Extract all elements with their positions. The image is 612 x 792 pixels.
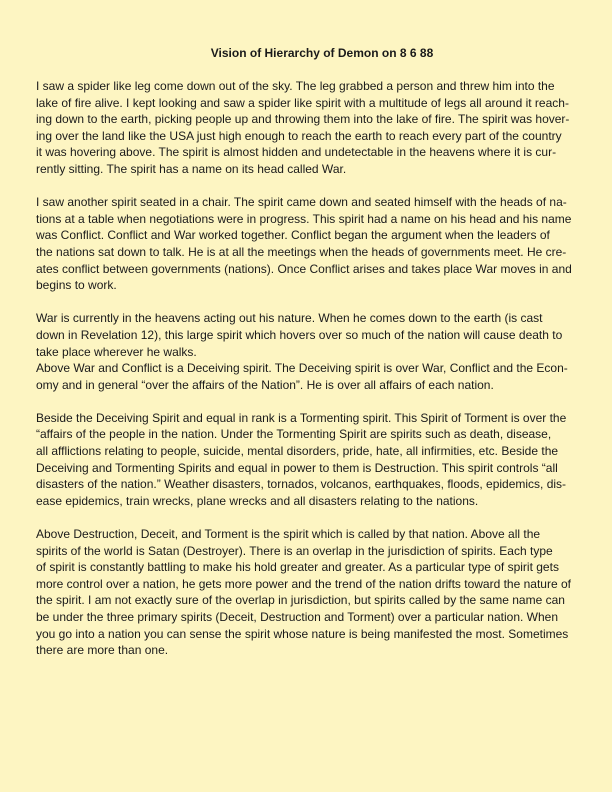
- text-line: begins to work.: [36, 278, 117, 293]
- text-line: all afflictions relating to people, suicide, mental disorders, pride, hate, all infirmities, etc. Beside the: [36, 444, 559, 459]
- text-line: be under the three primary spirits (Deceit, Destruction and Torment) over a particular nation. When: [36, 610, 559, 624]
- text-line: tions at a table when negotiations were in progress. This spirit had a name on his head and his name: [36, 211, 572, 226]
- text-line: disasters of the nation.” Weather disasters, tornados, volcanos, earthquakes, floods, epidemics, dis-: [36, 477, 567, 492]
- text-line: down in Revelation 12), this large spirit which hovers over so much of the nation will cause death to: [36, 327, 563, 342]
- text-line: omy and in general “over the affairs of the Nation”. He is over all affairs of each nation.: [36, 377, 494, 392]
- text-line: you go into a nation you can sense the spirit whose nature is being manifested the most. Sometimes: [36, 626, 569, 641]
- text-line: Above Destruction, Deceit, and Torment is the spirit which is called by that nation. Above all the: [36, 527, 541, 542]
- text-line: the nations sat down to talk. He is at all the meetings when the heads of governments meet. He cre-: [36, 244, 567, 259]
- text-line: of spirit is constantly battling to make his hold greater and greater. As a particular type of spirit gets: [36, 560, 559, 575]
- paragraph-war-spirit: [36, 78, 592, 178]
- text-line: Beside the Deceiving Spirit and equal in rank is a Tormenting spirit. This Spirit of Torment is over the: [36, 410, 567, 425]
- paragraph-deceiving-spirit: [36, 360, 592, 393]
- text-line: more control over a nation, he gets more power and the trend of the nation drifts toward the nature of: [36, 576, 571, 591]
- paragraph-satan-hierarchy: [36, 526, 592, 659]
- text-line: spirits of the world is Satan (Destroyer). There is an overlap in the jurisdiction of spirits. Each type: [36, 543, 553, 558]
- text-line: lake of fire alive. I kept looking and saw a spider like spirit with a multitude of legs all around it reach-: [36, 95, 569, 110]
- text-line: take place wherever he walks.: [36, 344, 197, 359]
- text-line: War is currently in the heavens acting out his nature. When he comes down to the earth (is cast: [36, 311, 543, 326]
- text-line: ing over the land like the USA just high enough to reach the earth to reach every part of the country: [36, 128, 562, 143]
- text-line: “affairs of the people in the nation. Under the Tormenting Spirit are spirits such as death, disease,: [36, 427, 552, 442]
- text-line: I saw another spirit seated in a chair. The spirit came down and seated himself with the heads of na-: [36, 195, 567, 210]
- text-line: the spirit. I am not exactly sure of the overlap in jurisdiction, but spirits called by the same name can: [36, 593, 565, 608]
- text-line: it was hovering above. The spirit is almost hidden and undetectable in the heavens where it is cur-: [36, 145, 557, 160]
- text-line: Above War and Conflict is a Deceiving spirit. The Deceiving spirit is over War, Conflict and the Econ-: [36, 361, 568, 376]
- text-line: Deceiving and Tormenting Spirits and equal in power to them is Destruction. This spirit controls “all: [36, 460, 558, 475]
- text-line: was Conflict. Conflict and War worked together. Conflict began the argument when the leaders of: [36, 228, 550, 243]
- text-line: ing down to the earth, picking people up and throwing them into the lake of fire. The spirit was hover-: [36, 112, 570, 127]
- text-line: there are more than one.: [36, 643, 169, 658]
- text-line: ease epidemics, train wrecks, plane wrecks and all disasters relating to the nations.: [36, 493, 479, 508]
- text-line: I saw a spider like leg come down out of the sky. The leg grabbed a person and threw him into the: [36, 79, 555, 93]
- text-line: rently sitting. The spirit has a name on its head called War.: [36, 161, 347, 176]
- paragraph-war-in-heavens: [36, 310, 592, 360]
- document-title: Vision of Hierarchy of Demon on 8 6 88: [210, 46, 434, 60]
- paragraph-tormenting-spirit: [36, 410, 592, 510]
- text-line: ates conflict between governments (nations). Once Conflict arises and takes place War moves in and: [36, 261, 572, 276]
- paragraph-conflict-spirit: [36, 194, 592, 294]
